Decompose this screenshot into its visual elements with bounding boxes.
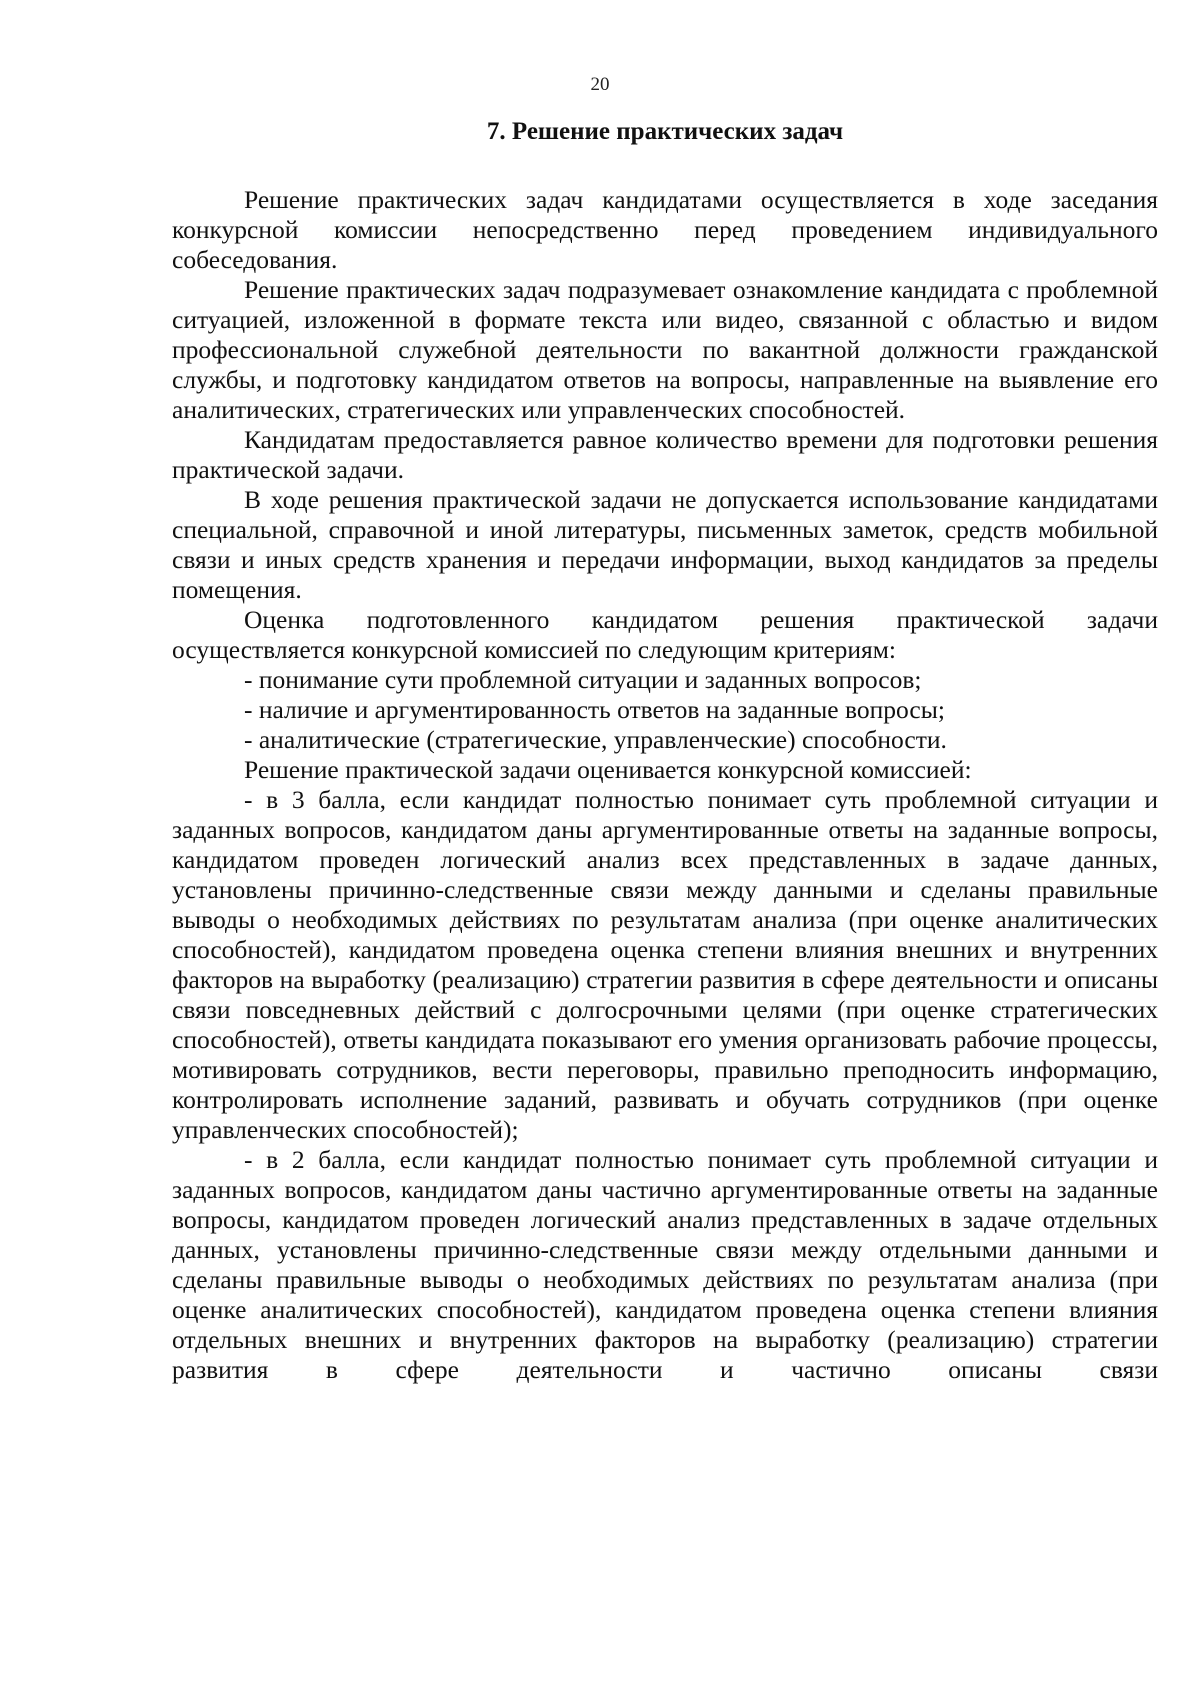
paragraph: Решение практических задач подразумевает ознакомление кандидата с проблемной ситуацией, изложенной в формате текста или видео, связанной с областью и видом профессиональной служебной деятельности по вакантной должности гражданской службы, и подготовку кандидатом ответов на вопросы, направленные на выявление его аналитических, стратегических или управленческих способностей. <box>172 275 1158 424</box>
criteria-list-item: - аналитические (стратегические, управленческие) способности. <box>244 725 947 754</box>
paragraph: Решение практической задачи оценивается конкурсной комиссией: <box>244 755 972 784</box>
score-description: - в 2 балла, если кандидат полностью понимает суть проблемной ситуации и заданных вопросов, кандидатом даны частично аргументированные ответы на заданные вопросы, кандидатом проведен логический анализ представленных в задаче отдельных данных, установлены причинно-следственные связи между отдельными данными и сделаны правильные выводы о необходимых действиях по результатам анализа (при оценке аналитических способностей), кандидатом проведена оценка степени влияния отдельных внешних и внутренних факторов на выработку (реализацию) стратегии развития в сфере деятельности и частично описаны связи <box>172 1145 1158 1384</box>
paragraph: В ходе решения практической задачи не допускается использование кандидатами специальной, справочной и иной литературы, письменных заметок, средств мобильной связи и иных средств хранения и передачи информации, выход кандидатов за пределы помещения. <box>172 485 1158 604</box>
paragraph: Решение практических задач кандидатами осуществляется в ходе заседания конкурсной комиссии непосредственно перед проведением индивидуального собеседования. <box>172 185 1158 274</box>
paragraph: Кандидатам предоставляется равное количество времени для подготовки решения практической задачи. <box>172 425 1158 484</box>
section-title: 7. Решение практических задач <box>486 118 844 145</box>
criteria-list-item: - наличие и аргументированность ответов на заданные вопросы; <box>244 695 945 724</box>
paragraph: Оценка подготовленного кандидатом решения практической задачи осуществляется конкурсной комиссией по следующим критериям: <box>172 605 1158 664</box>
score-description: - в 3 балла, если кандидат полностью понимает суть проблемной ситуации и заданных вопросов, кандидатом даны аргументированные ответы на заданные вопросы, кандидатом проведен логический анализ всех представленных в задаче данных, установлены причинно-следственные связи между данными и сделаны правильные выводы о необходимых действиях по результатам анализа (при оценке аналитических способностей), кандидатом проведена оценка степени влияния внешних и внутренних факторов на выработку (реализацию) стратегии развития в сфере деятельности и описаны связи повседневных действий с долгосрочными целями (при оценке стратегических способностей), ответы кандидата показывают его умения организовать рабочие процессы, мотивировать сотрудников, вести переговоры, правильно преподносить информацию, контролировать исполнение заданий, развивать и обучать сотрудников (при оценке управленческих способностей); <box>172 785 1158 1144</box>
criteria-list-item: - понимание сути проблемной ситуации и заданных вопросов; <box>244 665 922 694</box>
body-text <box>172 185 1158 1385</box>
page-number: 20 <box>590 74 610 95</box>
